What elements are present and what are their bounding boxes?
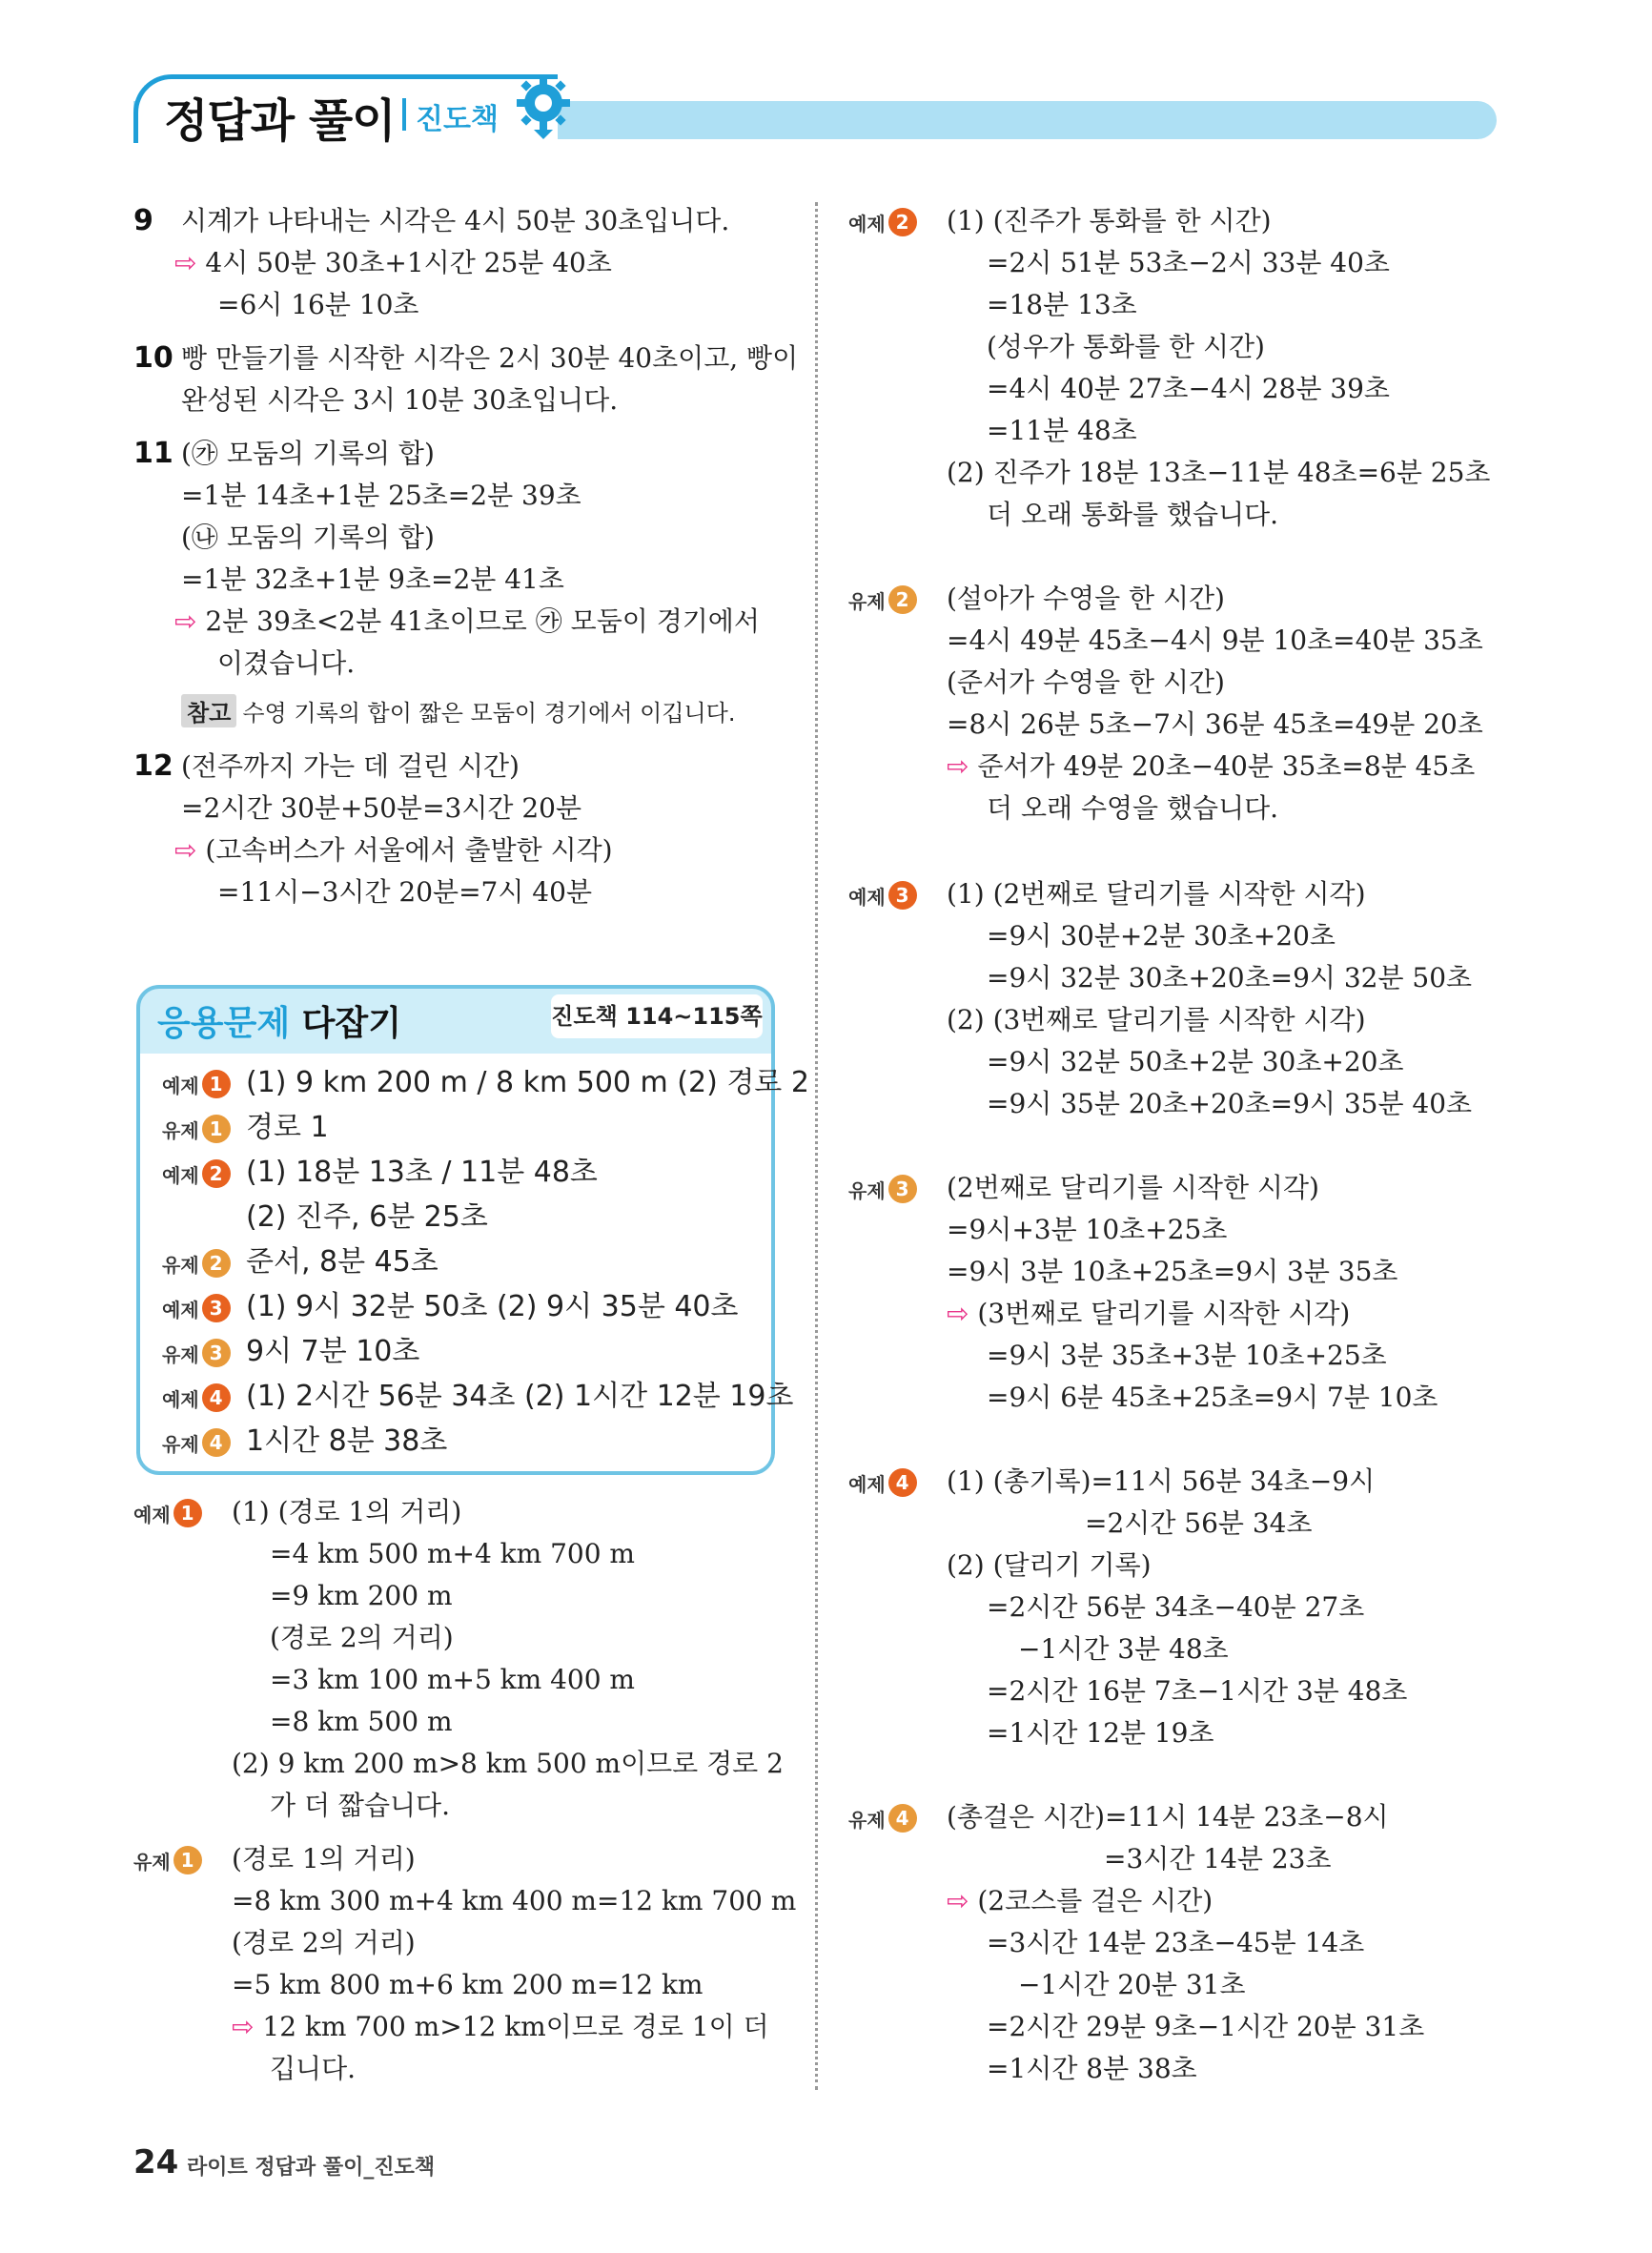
solution-line: (2) 9 km 200 m>8 km 500 m이므로 경로 2 xyxy=(232,1748,784,1779)
solution-line: =3 km 100 m+5 km 400 m xyxy=(270,1664,635,1695)
solution-line: −1시간 3분 48초 xyxy=(1018,1633,1229,1665)
answer-text: (1) 2시간 56분 34초 (2) 1시간 12분 19초 xyxy=(246,1380,794,1413)
solution-line: =5 km 800 m+6 km 200 m=12 km xyxy=(232,1969,704,2000)
answer-text: (1) 9 km 200 m / 8 km 500 m (2) 경로 2 xyxy=(246,1066,809,1099)
solution-line: =1분 32초+1분 9초=2분 41초 xyxy=(181,563,564,595)
solution-line: 더 오래 수영을 했습니다. xyxy=(987,792,1279,824)
header-separator xyxy=(402,98,406,131)
tag-label: 예제 xyxy=(848,212,886,236)
exercise-tag xyxy=(162,1339,231,1367)
arrow-icon: ⇨ xyxy=(174,834,197,866)
solution-line: (㉯ 모둠의 기록의 합) xyxy=(181,522,435,553)
example-tag xyxy=(162,1070,231,1098)
solution-line: =1시간 12분 19초 xyxy=(987,1717,1214,1749)
example-tag xyxy=(848,208,917,236)
tag-label: 예제 xyxy=(162,1074,199,1097)
example-tag xyxy=(162,1294,231,1322)
tag-number: 3 xyxy=(202,1294,231,1322)
solution-line: =2시간 30분+50분=3시간 20분 xyxy=(181,792,582,824)
solution-line: =9 km 200 m xyxy=(270,1580,453,1611)
arrow-icon: ⇨ xyxy=(174,247,197,278)
footer-text: 라이트 정답과 풀이_진도책 xyxy=(187,2156,436,2180)
answer-box-title xyxy=(157,996,401,1045)
solution-line: (고속버스가 서울에서 출발한 시각) xyxy=(205,834,613,866)
solution-line: 이겼습니다. xyxy=(217,647,356,679)
exercise-tag xyxy=(162,1115,231,1143)
arrow-line xyxy=(947,1882,1213,1920)
solution-line: (2) (3번째로 달리기를 시작한 시각) xyxy=(947,1004,1366,1035)
tag-number: 2 xyxy=(888,208,917,236)
solution-line: 깁니다. xyxy=(270,2053,357,2084)
tag-number: 1 xyxy=(202,1070,231,1098)
solution-line: =9시 35분 20초+20초=9시 35분 40초 xyxy=(987,1088,1473,1119)
solution-line: (2) 진주가 18분 13초−11분 48초=6분 25초 xyxy=(947,457,1491,488)
solution-line: (2번째로 달리기를 시작한 시각) xyxy=(947,1172,1319,1203)
solution-line: 2분 39초<2분 41초이므로 ㉮ 모둠이 경기에서 xyxy=(205,605,760,637)
tag-label: 유제 xyxy=(848,1178,886,1202)
arrow-line xyxy=(174,603,760,641)
example-tag xyxy=(162,1159,231,1188)
answer-text: 준서, 8분 45초 xyxy=(246,1245,438,1279)
tag-number: 4 xyxy=(202,1383,231,1412)
solution-line: =9시 3분 10초+25초=9시 3분 35초 xyxy=(947,1256,1398,1287)
problem-number: 9 xyxy=(133,204,153,237)
reference-label: 참고 xyxy=(181,694,236,727)
answer-text: (1) 9시 32분 50초 (2) 9시 35분 40초 xyxy=(246,1290,739,1323)
tag-label: 유제 xyxy=(162,1253,199,1277)
solution-line: (경로 1의 거리) xyxy=(232,1843,416,1874)
example-tag xyxy=(133,1499,202,1527)
column-divider xyxy=(815,202,818,2090)
solution-line: (㉮ 모둠의 기록의 합) xyxy=(181,438,435,469)
solution-line: 준서가 49분 20초−40분 35초=8분 45초 xyxy=(977,750,1476,782)
tag-number: 1 xyxy=(202,1115,231,1143)
solution-line: (설아가 수영을 한 시간) xyxy=(947,583,1225,614)
tag-label: 유제 xyxy=(848,589,886,613)
solution-line: =2시간 56분 34초−40분 27초 xyxy=(987,1591,1365,1623)
exercise-tag xyxy=(848,585,917,614)
solution-line: =8 km 300 m+4 km 400 m=12 km 700 m xyxy=(232,1885,797,1916)
tag-number: 3 xyxy=(888,1175,917,1203)
exercise-tag xyxy=(848,1804,917,1833)
answer-text: 1시간 8분 38초 xyxy=(246,1424,448,1458)
solution-line: =11분 48초 xyxy=(987,415,1137,446)
answer-text: (2) 진주, 6분 25초 xyxy=(246,1200,488,1234)
exercise-tag xyxy=(133,1846,202,1874)
solution-line: (1) (총기록)=11시 56분 34초−9시 xyxy=(947,1465,1376,1497)
solution-line: =9시 3분 35초+3분 10초+25초 xyxy=(987,1340,1387,1371)
tag-number: 1 xyxy=(173,1499,202,1527)
solution-line: 빵 만들기를 시작한 시각은 2시 30분 40초이고, 빵이 xyxy=(181,342,799,374)
solution-line: (1) (경로 1의 거리) xyxy=(232,1496,462,1527)
tag-number: 2 xyxy=(202,1249,231,1278)
solution-line: =9시 32분 50초+2분 30초+20초 xyxy=(987,1046,1404,1077)
page-number: 24 xyxy=(133,2143,179,2181)
solution-line: =2시간 16분 7초−1시간 3분 48초 xyxy=(987,1675,1408,1707)
problem-number: 12 xyxy=(133,749,173,783)
solution-line: (2) (달리기 기록) xyxy=(947,1549,1152,1581)
tag-label: 예제 xyxy=(162,1387,199,1411)
tag-label: 유제 xyxy=(162,1432,199,1456)
solution-line: (성우가 통화를 한 시간) xyxy=(987,331,1265,362)
solution-line: (1) (진주가 통화를 한 시간) xyxy=(947,205,1272,236)
arrow-line xyxy=(947,748,1475,786)
solution-line: (1) (2번째로 달리기를 시작한 시각) xyxy=(947,878,1366,910)
reference-text: 수영 기록의 합이 짧은 모둠이 경기에서 이깁니다. xyxy=(242,700,736,727)
solution-line: 12 km 700 m>12 km이므로 경로 1이 더 xyxy=(262,2011,769,2042)
tag-label: 유제 xyxy=(133,1850,171,1874)
solution-line: 더 오래 통화를 했습니다. xyxy=(987,499,1279,530)
solution-line: =9시 32분 30초+20초=9시 32분 50초 xyxy=(987,962,1473,993)
solution-line: 시계가 나타내는 시각은 4시 50분 30초입니다. xyxy=(181,205,730,236)
solution-line: =8시 26분 5초−7시 36분 45초=49분 20초 xyxy=(947,708,1483,740)
tag-number: 3 xyxy=(888,881,917,910)
page-reference: 진도책 114~115쪽 xyxy=(551,994,763,1038)
tag-number: 4 xyxy=(202,1428,231,1457)
arrow-icon: ⇨ xyxy=(174,605,197,637)
reference-note xyxy=(181,694,735,727)
tag-label: 예제 xyxy=(848,1472,886,1496)
solution-line: =2시 51분 53초−2시 33분 40초 xyxy=(987,247,1390,278)
solution-line: =1시간 8분 38초 xyxy=(987,2053,1197,2084)
tag-number: 4 xyxy=(888,1804,917,1833)
tag-label: 예제 xyxy=(133,1503,171,1526)
tag-number: 3 xyxy=(202,1339,231,1367)
arrow-icon: ⇨ xyxy=(947,1885,969,1916)
solution-line: =9시 6분 45초+25초=9시 7분 10초 xyxy=(987,1382,1438,1413)
solution-line: =4 km 500 m+4 km 700 m xyxy=(270,1538,635,1569)
solution-line: −1시간 20분 31초 xyxy=(1018,1969,1246,2000)
solution-line: =1분 14초+1분 25초=2분 39초 xyxy=(181,480,581,511)
exercise-tag xyxy=(848,1175,917,1203)
arrow-icon: ⇨ xyxy=(947,1298,969,1329)
answer-text: 9시 7분 10초 xyxy=(246,1335,420,1368)
solution-line: =11시−3시간 20분=7시 40분 xyxy=(217,876,592,908)
solution-line: (경로 2의 거리) xyxy=(232,1927,416,1958)
tag-number: 4 xyxy=(888,1468,917,1497)
solution-line: =4시 49분 45초−4시 9분 10초=40분 35초 xyxy=(947,625,1483,656)
box-title-part: 응용문제 xyxy=(157,1004,291,1043)
solution-line: =2시간 29분 9초−1시간 20분 31초 xyxy=(987,2011,1425,2042)
arrow-icon: ⇨ xyxy=(232,2011,255,2042)
tag-number: 2 xyxy=(888,585,917,614)
solution-line: (준서가 수영을 한 시간) xyxy=(947,666,1225,698)
solution-line: =9시+3분 10초+25초 xyxy=(947,1214,1228,1245)
example-tag xyxy=(848,1468,917,1497)
solution-line: (총걸은 시간)=11시 14분 23초−8시 xyxy=(947,1801,1389,1833)
solution-line: =3시간 14분 23초−45분 14초 xyxy=(987,1927,1365,1958)
solution-line: =3시간 14분 23초 xyxy=(1104,1843,1332,1874)
tag-label: 유제 xyxy=(848,1808,886,1832)
tag-label: 예제 xyxy=(162,1298,199,1321)
arrow-line xyxy=(174,831,613,870)
answer-text: (1) 18분 13초 / 11분 48초 xyxy=(246,1156,598,1189)
exercise-tag xyxy=(162,1249,231,1278)
solution-line: (3번째로 달리기를 시작한 시각) xyxy=(977,1298,1351,1329)
tag-label: 예제 xyxy=(848,885,886,909)
solution-line: =9시 30분+2분 30초+20초 xyxy=(987,920,1336,952)
page-title: 정답과 풀이 xyxy=(164,94,396,148)
answer-text: 경로 1 xyxy=(246,1111,329,1144)
solution-line: =18분 13초 xyxy=(987,289,1137,320)
page-subtitle: 진도책 xyxy=(416,103,499,136)
solution-line: 가 더 짧습니다. xyxy=(270,1790,450,1821)
box-title-part: 다잡기 xyxy=(301,1004,401,1043)
example-tag xyxy=(162,1383,231,1412)
tag-number: 2 xyxy=(202,1159,231,1188)
example-tag xyxy=(848,881,917,910)
solution-line: 완성된 시각은 3시 10분 30초입니다. xyxy=(181,384,619,416)
tag-label: 유제 xyxy=(162,1118,199,1142)
solution-line: (경로 2의 거리) xyxy=(270,1622,454,1653)
arrow-icon: ⇨ xyxy=(947,750,969,782)
solution-line: =4시 40분 27초−4시 28분 39초 xyxy=(987,373,1390,404)
solution-line: (전주까지 가는 데 걸린 시간) xyxy=(181,750,520,782)
solution-line: =8 km 500 m xyxy=(270,1706,453,1737)
tag-label: 예제 xyxy=(162,1163,199,1187)
exercise-tag xyxy=(162,1428,231,1457)
solution-line: (2코스를 걸은 시간) xyxy=(977,1885,1214,1916)
solution-line: 4시 50분 30초+1시간 25분 40초 xyxy=(205,247,612,278)
problem-number: 11 xyxy=(133,437,173,470)
tag-number: 1 xyxy=(173,1846,202,1874)
gear-icon xyxy=(515,72,572,139)
arrow-line xyxy=(174,244,612,282)
solution-line: =6시 16분 10초 xyxy=(217,289,419,320)
problem-number: 10 xyxy=(133,341,173,375)
arrow-line xyxy=(232,2008,769,2046)
tag-label: 유제 xyxy=(162,1342,199,1366)
solution-line: =2시간 56분 34초 xyxy=(1085,1507,1313,1539)
arrow-line xyxy=(947,1295,1350,1333)
